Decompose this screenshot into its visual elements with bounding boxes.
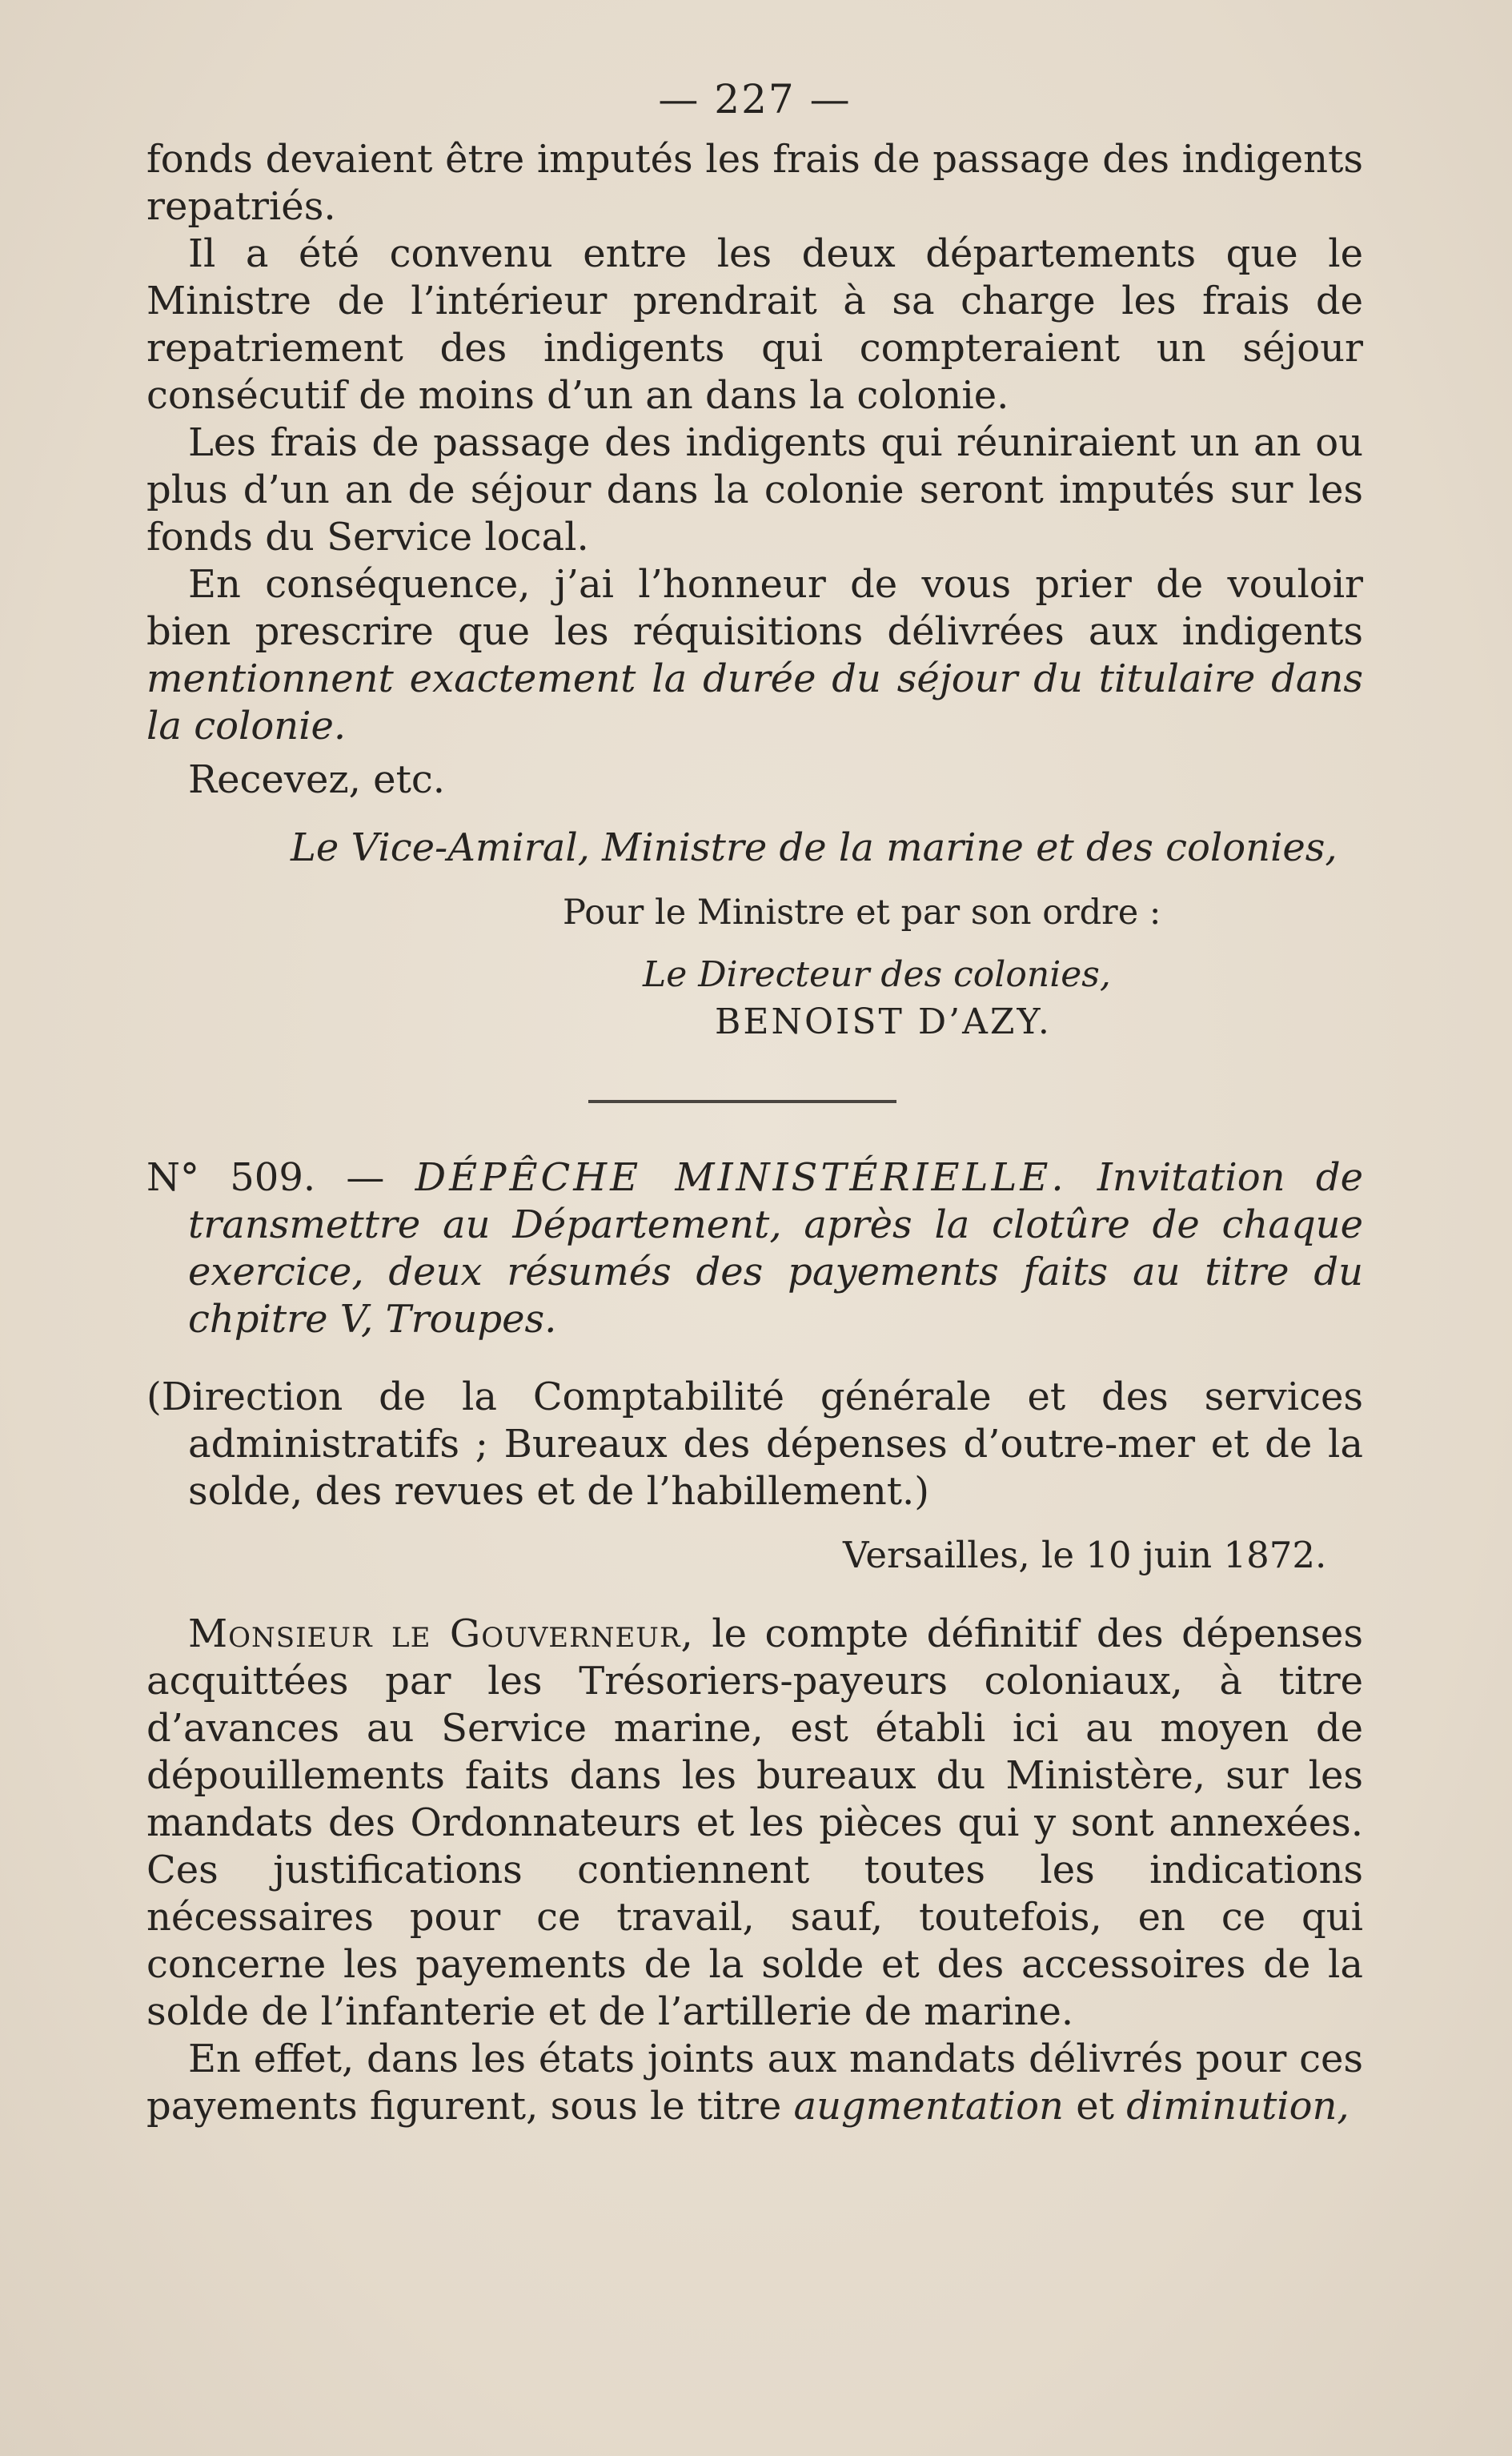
signature-director: Le Directeur des colonies, — [643, 954, 1111, 995]
closing-formula: Recevez, etc. — [188, 757, 445, 802]
paragraph-local-service: Les frais de passage des indigents qui réuniraient un an ou plus d’un an de séjour dans la colonie seront imputés sur les fonds du Service local. — [146, 420, 1363, 560]
signature-order: Pour le Ministre et par son ordre : — [563, 893, 1161, 933]
dispatch-number: N° 509. — — [146, 1155, 385, 1200]
page-content — [146, 76, 1363, 2130]
body-paragraph-2-italic-2: diminution, — [1126, 2084, 1350, 2129]
dispatch-subject: Invitation de transmettre au Département, après la clotûre de chaque exercice, deux résumés des payements faits au titre du chpitre V, Troupes. — [188, 1155, 1363, 1342]
section-divider — [588, 1100, 896, 1103]
body-paragraph-2 — [146, 2036, 1363, 2130]
dispatch-title: DÉPÊCHE MINISTÉRIELLE. — [415, 1155, 1067, 1200]
dispatch-heading — [146, 1154, 1363, 1343]
direction-note: (Direction de la Comptabilité générale et des services administratifs ; Bureaux des dépenses d’outre-mer et de la solde, des revues et de l’habillement.) — [146, 1374, 1363, 1514]
consequence-italic: mentionnent exactement la durée du séjour du titulaire dans la colonie. — [146, 656, 1363, 748]
signature-name: BENOIST D’AZY. — [715, 1001, 1052, 1042]
paragraph-funds: fonds devaient être imputés les frais de passage des indigents repatriés. — [146, 137, 1363, 229]
paragraph-consequence — [146, 561, 1363, 750]
body-paragraph-2-mid: et — [1076, 2084, 1114, 2129]
page-number: — 227 — — [658, 76, 852, 122]
signature-admiral: Le Vice-Amiral, Ministre de la marine et des colonies, — [291, 825, 1338, 870]
consequence-text: En conséquence, j’ai l’honneur de vous prier de vouloir bien prescrire que les réquisitions délivrées aux indigents — [146, 562, 1363, 654]
salutation: Monsieur le Gouverneur, — [188, 1611, 694, 1656]
body-paragraph-1 — [146, 1611, 1363, 2036]
paragraph-agreement: Il a été convenu entre les deux départements que le Ministre de l’intérieur prendrait à sa charge les frais de repatriement des indigents qui compteraient un séjour consécutif de moins d’un an dans la colonie. — [146, 231, 1363, 418]
body-paragraph-1-text: le compte définitif des dépenses acquittées par les Trésoriers-payeurs coloniaux, à titre d’avances au Service marine, est établi ici au moyen de dépouillements faits dans les bureaux du Ministère, sur les mandats des Ordonnateurs et les pièces qui y sont annexées. Ces justifications contiennent toutes les indications nécessaires pour ce travail, sauf, toutefois, en ce qui concerne les payements de la solde et des accessoires de la solde de l’infanterie et de l’artillerie de marine. — [146, 1611, 1363, 2034]
dateline: Versailles, le 10 juin 1872. — [843, 1534, 1327, 1576]
body-paragraph-2-text: En effet, dans les états joints aux mandats délivrés pour ces payements figurent, sous le titre — [146, 2037, 1363, 2129]
body-paragraph-2-italic-1: augmentation — [793, 2084, 1064, 2129]
